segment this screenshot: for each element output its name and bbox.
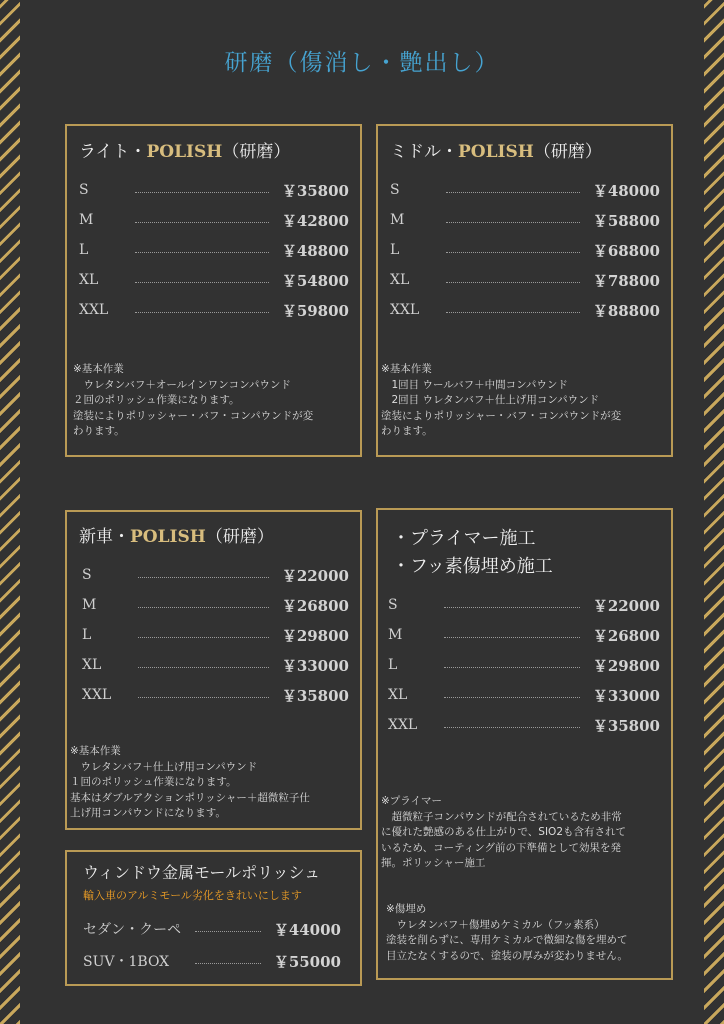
- dotted-leader: [195, 931, 261, 932]
- price-value: ￥26800: [592, 626, 660, 645]
- price-row: [79, 235, 349, 265]
- note-line: ※基本作業: [73, 363, 124, 375]
- note-line: ※基本作業: [70, 745, 121, 757]
- primer-notes: [381, 794, 626, 872]
- primer-box: [376, 508, 673, 980]
- note-line: わります。: [73, 425, 125, 437]
- dotted-leader: [195, 963, 261, 964]
- price-value: ￥68800: [592, 241, 660, 260]
- dotted-leader: [138, 577, 269, 578]
- size-label: L: [82, 627, 92, 643]
- light-polish-title: ライト・POLISH（研磨）: [79, 142, 291, 162]
- newcar-polish-box: [65, 510, 362, 830]
- dotted-leader: [444, 607, 580, 608]
- size-label: SUV・1BOX: [83, 954, 170, 970]
- price-value: ￥33000: [281, 656, 349, 675]
- light-price-list: [79, 175, 349, 325]
- size-label: XL: [388, 687, 408, 703]
- note-line: 塗装によりポリッシャー・バフ・コンパウンドが変: [381, 409, 622, 422]
- price-value: ￥59800: [281, 301, 349, 320]
- dotted-leader: [135, 192, 269, 193]
- note-line: 揮。ポリッシャー施工: [381, 857, 486, 869]
- size-label: M: [390, 212, 405, 228]
- note-line: ※傷埋め: [386, 903, 427, 915]
- price-value: ￥88800: [592, 301, 660, 320]
- price-row: [79, 265, 349, 295]
- note-line: わります。: [381, 425, 433, 437]
- light-polish-box: [65, 124, 362, 457]
- middle-notes: [381, 362, 621, 440]
- size-label: XXL: [390, 302, 420, 318]
- note-line: ※プライマー: [381, 795, 442, 807]
- note-line: 塗装によりポリッシャー・バフ・コンパウンドが変: [73, 409, 314, 422]
- note-line: 塗装を削らずに、専用ケミカルで微細な傷を埋めて: [386, 934, 628, 946]
- dotted-leader: [446, 282, 580, 283]
- note-line: ウレタンバフ＋オールインワンコンパウンド: [73, 378, 291, 391]
- price-value: ￥42800: [281, 211, 349, 230]
- dotted-leader: [138, 637, 269, 638]
- dotted-leader: [138, 697, 269, 698]
- window-mould-title: ウィンドウ金属モールポリッシュ: [83, 863, 321, 882]
- size-label: XXL: [79, 302, 109, 318]
- dotted-leader: [446, 192, 580, 193]
- size-label: XL: [79, 272, 99, 288]
- note-line: に優れた艶感のある仕上がりで、SIO2も含有されて: [381, 826, 626, 838]
- note-line: ※基本作業: [381, 363, 432, 375]
- newcar-notes: [70, 744, 310, 822]
- dotted-leader: [135, 222, 269, 223]
- newcar-polish-title: 新車・POLISH（研磨）: [79, 527, 274, 547]
- price-value: ￥78800: [592, 271, 660, 290]
- price-row: [79, 175, 349, 205]
- note-line: ウレタンバフ＋傷埋めケミカル（フッ素系）: [386, 918, 605, 931]
- size-label: M: [79, 212, 94, 228]
- price-row: [388, 650, 660, 680]
- dotted-leader: [135, 312, 269, 313]
- price-value: ￥55000: [273, 952, 341, 971]
- note-line: いるため、コーティング前の下準備として効果を発: [381, 841, 622, 854]
- primer-price-list: [388, 590, 660, 740]
- size-label: M: [388, 627, 403, 643]
- size-label: XL: [82, 657, 102, 673]
- price-value: ￥29800: [281, 626, 349, 645]
- price-row: [390, 205, 660, 235]
- note-line: 超微粒子コンパウンドが配合されているため非常: [381, 810, 622, 823]
- dotted-leader: [446, 222, 580, 223]
- price-value: ￥35800: [281, 686, 349, 705]
- price-row: [390, 295, 660, 325]
- fill-notes: [386, 902, 628, 964]
- primer-title-1: ・プライマー施工: [392, 528, 536, 549]
- primer-title-2: ・フッ素傷埋め施工: [392, 556, 553, 577]
- right-stripe-border: [704, 0, 724, 1024]
- dotted-leader: [444, 727, 580, 728]
- price-row: [83, 913, 341, 945]
- size-label: XXL: [82, 687, 112, 703]
- note-line: １回のポリッシュ作業になります。: [70, 776, 237, 788]
- price-value: ￥26800: [281, 596, 349, 615]
- size-label: L: [390, 242, 400, 258]
- price-value: ￥48000: [592, 181, 660, 200]
- window-mould-subtitle: 輸入車のアルミモール劣化をきれいにします: [83, 889, 302, 902]
- newcar-price-list: [82, 560, 349, 710]
- price-value: ￥35800: [592, 716, 660, 735]
- dotted-leader: [138, 667, 269, 668]
- middle-polish-box: [376, 124, 673, 457]
- note-line: 上げ用コンパウンドになります。: [70, 807, 226, 819]
- size-label: S: [82, 567, 92, 583]
- dotted-leader: [446, 252, 580, 253]
- price-row: [82, 650, 349, 680]
- dotted-leader: [135, 252, 269, 253]
- price-value: ￥22000: [281, 566, 349, 585]
- price-row: [390, 175, 660, 205]
- price-row: [79, 295, 349, 325]
- size-label: S: [79, 182, 89, 198]
- price-row: [388, 620, 660, 650]
- price-value: ￥58800: [592, 211, 660, 230]
- note-line: ウレタンバフ＋仕上げ用コンパウンド: [70, 760, 258, 773]
- size-label: L: [79, 242, 89, 258]
- note-line: 2回目 ウレタンバフ＋仕上げ用コンパウンド: [381, 394, 600, 406]
- price-value: ￥29800: [592, 656, 660, 675]
- price-value: ￥54800: [281, 271, 349, 290]
- price-row: [390, 235, 660, 265]
- price-row: [82, 680, 349, 710]
- dotted-leader: [138, 607, 269, 608]
- window-mould-box: [65, 850, 362, 986]
- size-label: S: [390, 182, 400, 198]
- left-stripe-border: [0, 0, 20, 1024]
- page-title: 研磨（傷消し・艶出し）: [224, 50, 500, 76]
- price-row: [82, 560, 349, 590]
- price-value: ￥33000: [592, 686, 660, 705]
- price-row: [390, 265, 660, 295]
- size-label: L: [388, 657, 398, 673]
- light-notes: [73, 362, 313, 440]
- price-value: ￥48800: [281, 241, 349, 260]
- note-line: ２回のポリッシュ作業になります。: [73, 394, 240, 406]
- price-row: [388, 680, 660, 710]
- price-value: ￥35800: [281, 181, 349, 200]
- note-line: 目立たなくするので、塗装の厚みが変わりません。: [386, 949, 628, 962]
- dotted-leader: [444, 637, 580, 638]
- dotted-leader: [444, 667, 580, 668]
- price-row: [83, 945, 341, 977]
- price-row: [388, 590, 660, 620]
- dotted-leader: [446, 312, 580, 313]
- middle-price-list: [390, 175, 660, 325]
- price-row: [79, 205, 349, 235]
- window-price-list: [83, 913, 341, 977]
- note-line: 1回目 ウールバフ＋中間コンパウンド: [381, 378, 568, 391]
- price-row: [82, 590, 349, 620]
- size-label: S: [388, 597, 398, 613]
- price-value: ￥44000: [273, 920, 341, 939]
- size-label: XL: [390, 272, 410, 288]
- size-label: XXL: [388, 717, 418, 733]
- price-row: [388, 710, 660, 740]
- dotted-leader: [135, 282, 269, 283]
- price-value: ￥22000: [592, 596, 660, 615]
- middle-polish-title: ミドル・POLISH（研磨）: [390, 142, 602, 162]
- note-line: 基本はダブルアクションポリッシャー＋超微粒子仕: [70, 791, 310, 804]
- dotted-leader: [444, 697, 580, 698]
- size-label: セダン・クーペ: [83, 922, 182, 938]
- size-label: M: [82, 597, 97, 613]
- price-row: [82, 620, 349, 650]
